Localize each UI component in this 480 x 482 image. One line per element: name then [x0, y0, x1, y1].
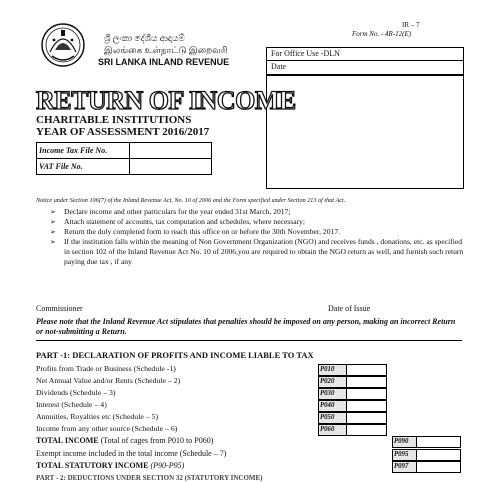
vat-file-field[interactable] — [130, 159, 211, 174]
income-item-label: Annuities, Royalties etc (Schedule – 5) — [36, 412, 159, 421]
sri-lanka-emblem — [40, 22, 86, 68]
form-reference: IR – 7 — [402, 21, 420, 29]
instruction-item: ➢ Attach statement of accounts, tax computation and schedules, where necessary; — [50, 217, 468, 227]
income-item-code: P050 — [318, 412, 347, 424]
office-use-box — [266, 47, 464, 75]
income-item-field[interactable] — [346, 388, 387, 400]
form-number: Form No. - 4R-12(E) — [352, 30, 412, 38]
instruction-item: ➢ If the institution falls within the meaning of Non Government Organization (NGO) and receives funds , donations, etc. as specified in section 102 of the Inland Revenue Act No. 10 of 2006,you are required to obtain the NGO return as well, and furnish such return paying due tax , if any — [50, 237, 468, 267]
office-use-dln[interactable]: For Office Use -DLN — [267, 48, 463, 61]
income-item-label: Profits from Trade or Business (Schedule -1) — [36, 364, 176, 373]
income-item-field[interactable] — [346, 400, 387, 412]
part1-heading: PART -1: DECLARATION OF PROFITS AND INCOME LIABLE TO TAX — [36, 350, 314, 360]
instruction-item: ➢ Declare income and other particulars for the year ended 31st March, 2017; — [50, 207, 468, 217]
vat-file-label: VAT File No. — [37, 159, 130, 174]
penalty-note: Please note that the Inland Revenue Act stipulates that penalties should be imposed on any person, making an incorrect Return or not-submitting a Return. — [36, 317, 456, 336]
form-subtitle: CHARITABLE INSTITUTIONS — [36, 114, 192, 126]
income-item-code: P020 — [318, 376, 347, 388]
notice-text: Notice under Section 106(7) of the Inland Revenue Act, No. 10 of 2006 and the Form specified under Section 213 of that Act. — [36, 197, 346, 204]
income-item-label: Income from any other source (Schedule – 6) — [36, 424, 178, 433]
exempt-income-code: P095 — [392, 449, 417, 461]
instruction-item: ➢ Return the duly completed form to reach this office on or before the 30th November, 2017. — [50, 227, 468, 237]
total-income-field[interactable] — [416, 436, 461, 448]
income-tax-file-label: Income Tax File No. — [37, 143, 130, 158]
form-title: RETURN OF INCOME — [36, 86, 296, 115]
income-item-label: Net Annual Value and/or Rents (Schedule – 2) — [36, 376, 181, 385]
total-income-code: P090 — [392, 436, 417, 448]
date-of-issue-label: Date of Issue — [328, 304, 371, 313]
total-income-label: TOTAL INCOME (Total of cages from P010 to P060) — [36, 436, 214, 445]
income-item-field[interactable] — [346, 424, 387, 436]
part2-heading-cut: PART - 2: DEDUCTIONS UNDER SECTION 32 (STATUTORY INCOME) — [36, 474, 263, 482]
total-statutory-income-label: TOTAL STATUTORY INCOME (P90-P95) — [36, 461, 185, 470]
total-statutory-income-code: P097 — [392, 461, 417, 473]
vat-file-row — [37, 159, 211, 174]
instruction-list — [50, 207, 468, 267]
income-item-code: P030 — [318, 388, 347, 400]
total-statutory-income-field[interactable] — [416, 461, 461, 473]
commissioner-label: Commissioner — [36, 304, 83, 313]
income-item-field[interactable] — [346, 412, 387, 424]
sinhala-department-name: ශ්‍රී ලංකා දේශීය ආදායම් — [104, 33, 185, 43]
income-item-field[interactable] — [346, 364, 387, 376]
tamil-department-name: இலங்கை உள்நாட்டு இறைவரி — [104, 45, 228, 55]
income-tax-file-field[interactable] — [130, 143, 211, 158]
income-item-label: Interest (Schedule – 4) — [36, 400, 107, 409]
income-item-field[interactable] — [346, 376, 387, 388]
exempt-income-field[interactable] — [416, 449, 461, 461]
income-item-code: P010 — [318, 364, 347, 376]
year-of-assessment: YEAR OF ASSESSMENT 2016/2017 — [36, 126, 210, 138]
income-item-code: P040 — [318, 400, 347, 412]
income-tax-file-row — [37, 143, 211, 159]
file-number-table — [36, 142, 212, 175]
income-item-code: P060 — [318, 424, 347, 436]
department-name: SRI LANKA INLAND REVENUE — [98, 57, 230, 67]
exempt-income-label: Exempt income included in the total income (Schedule – 7) — [36, 449, 227, 458]
income-item-label: Dividends (Schedule – 3) — [36, 388, 116, 397]
section-divider — [36, 340, 462, 341]
office-use-date[interactable]: Date — [271, 62, 287, 71]
